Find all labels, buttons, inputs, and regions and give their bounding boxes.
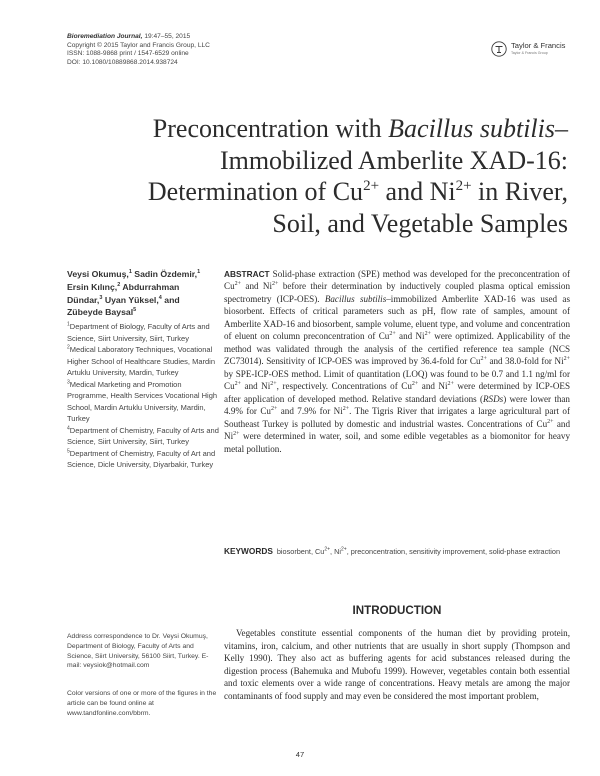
article-title: Preconcentration with Bacillus subtilis– Immobilized Amberlite XAD-16: Determination of $Cu^{2+}$ and $Ni^{2+}$ in River, Soil, and Vegetable Samples (147, 114, 568, 238)
color-figures-note: Color versions of one or more of the figures in the article can be found online at www.tandfonline.com/bbrm. (67, 690, 217, 717)
doi-line: DOI: 10.1080/10889868.2014.938724 (67, 58, 178, 66)
author-name: Sadin Özdemir, (134, 269, 198, 279)
page-number: 47 (295, 750, 305, 759)
affiliation-item: $^1$Department of Biology, Faculty of Arts and Science, Siirt University, Siirt, Turkey (67, 321, 210, 343)
species-name: Bacillus subtilis (388, 114, 555, 143)
abstract: ABSTRACT Solid-phase extraction (SPE) method was developed for the preconcentration of $Cu^{2+}$ and $Ni^{2+}$ before their determination by inductively coupled plasma optical emission spectrometry (ICP-OES). Bacillus subtilis–immobilized Amberlite XAD-16 was used as biosorbent. Effects of critical parameters such as pH, flow rate of samples, amount of Amberlite XAD-16 and biosorbent, sample volume, eluent type, and volume and concentration of eluent on column preconcentration of $Cu^{2+}$ and $Ni^{2+}$ were optimized. Applicability of the method was validated through the analysis of the certified reference tea sample (NCS ZC73014). Sensitivity of ICP-OES was improved by 36.4-fold for $Cu^{2+}$ and 38.0-fold for $Ni^{2+}$ by SPE-ICP-OES method. Limit of quantitation (LOQ) was found to be 0.7 and 1.1 ng/ml for $Cu^{2+}$ and $Ni^{2+}$, respectively. Concentrations of $Cu^{2+}$ and $Ni^{2+}$ were determined by ICP-OES after application of developed method. Relative standard deviations (RSDs) were lower than 4.9% for $Cu^{2+}$ and 7.9% for $Ni^{2+}$. The Tigris River that irrigates a large agricultural part of Southeast Turkey is polluted by domestic and industrial wastes. Concentrations of $Cu^{2+}$ and $Ni^{2+}$ were determined in water, soil, and some edible vegetables as a biomonitor for heavy metal pollution. (224, 269, 571, 454)
journal-meta (67, 33, 210, 67)
taylor-francis-logo-icon (491, 41, 507, 57)
keywords: KEYWORDS biosorbent, $Cu^{2+}$, $Ni^{2+}$, preconcentration, sensitivity improvement, solid-phase extraction (224, 546, 561, 556)
keywords-label: KEYWORDS (224, 546, 273, 556)
introduction-text: Vegetables constitute essential components of the human diet by providing protein, vitamins, iron, calcium, and other nutrients that are usually in short supply (Thompson and Kelly 1990). They also act as buffering agents for acid substances released during the digestion process (Bahemuka and Mubofu 1999). However, vegetables contain both essential and toxic elements over a wide range of concentrations. Heavy metals are among the major contaminants of food supply and may even be considered the most important problem, (224, 628, 570, 701)
correspondence-note: Address correspondence to Dr. Veysi Okumuş, Department of Biology, Faculty of Arts and Science, Siirt University, 56100 Siirt, Turkey. E-mail: veysiok@hotmail.com (67, 633, 209, 670)
author-name: and Zübeyde Baysal (67, 294, 180, 318)
author-name: Uyan Yüksel, (104, 294, 159, 305)
journal-citation: Bioremediation Journal, 19:47–55, 2015 (67, 33, 191, 40)
affiliation-list (67, 321, 219, 471)
publisher-name: Taylor & Francis (511, 41, 566, 50)
copyright-line: Copyright © 2015 Taylor and Francis Group, LLC (67, 41, 210, 49)
author-name: Veysi Okumuş, (67, 269, 129, 279)
author-name: Ersin Kılınç, (67, 281, 118, 292)
author-list: Veysi Okumuş,$^1$ Sadin Özdemir,$^1$ Ersin Kılınç,$^2$ Abdurrahman Dündar,$^3$ Uyan Yüksel,$^4$ and Zübeyde Baysal$^5$ (67, 269, 201, 318)
publisher-tagline: Taylor & Francis Group (511, 51, 548, 55)
author-name: Abdurrahman Dündar, (67, 281, 180, 305)
affiliation-item: $^4$Department of Chemistry, Faculty of Arts and Science, Siirt University, Siirt, Turkey (67, 425, 219, 446)
publisher-logo (491, 39, 571, 61)
introduction-heading: INTRODUCTION (352, 604, 442, 617)
issn-line: ISSN: 1088-9868 print / 1547-6529 online (67, 50, 189, 58)
affiliation-item: $^2$Medical Laboratory Techniques, Vocational Higher School of Healthcare Studies, Mardin Artuklu University, Mardin, Turkey (67, 344, 215, 377)
affiliation-item: $^3$Medical Marketing and Promotion Programme, Health Services Vocational High School, Mardin Artuklu University, Mardin, Turkey (67, 379, 218, 423)
affiliation-item: $^5$Department of Chemistry, Faculty of Art and Science, Dicle University, Diyarbakir, Turkey (67, 448, 216, 469)
abstract-label: ABSTRACT (224, 269, 270, 279)
